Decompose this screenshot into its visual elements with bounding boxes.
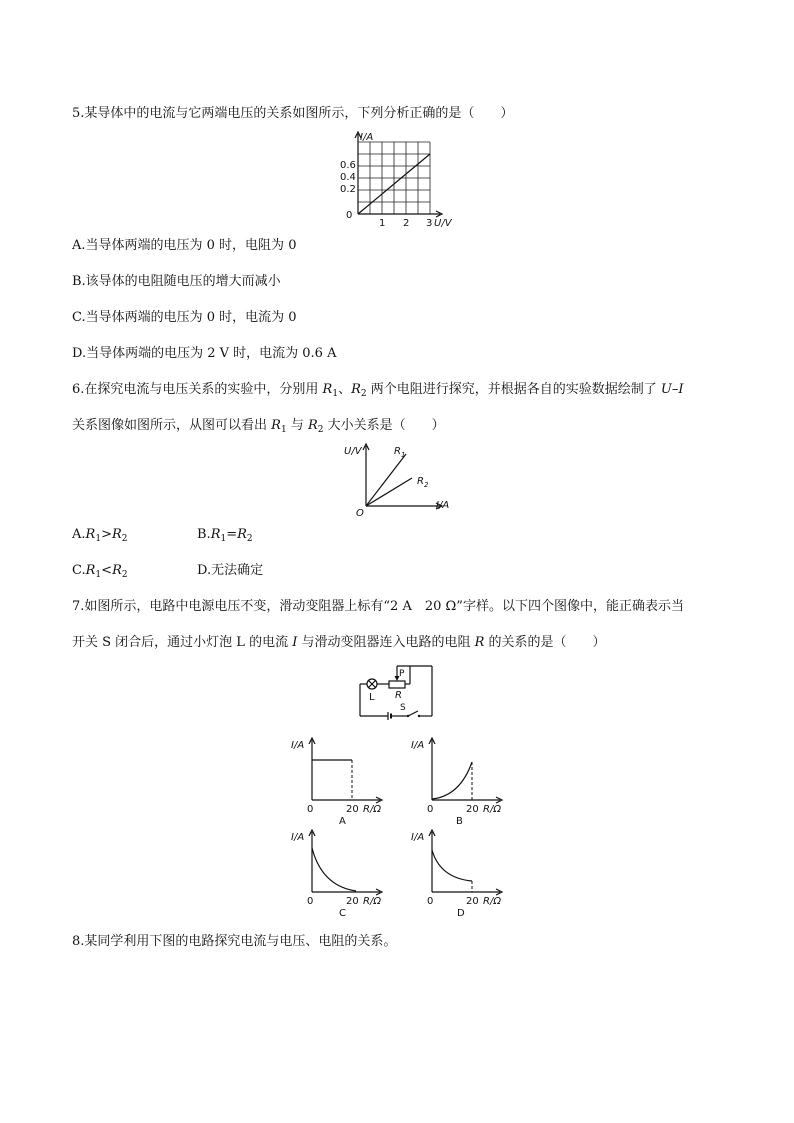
- q5-option-a: A.当导体两端的电压为 0 时，电阻为 0: [72, 238, 297, 253]
- q7-graph-d: [410, 826, 530, 922]
- q6-option-a: $A.R_1>R_2$: [72, 527, 128, 544]
- q7-stem-line1: 7.如图所示，电路中电源电压不变，滑动变阻器上标有“2 A 20 Ω”字样。以下四个图像中，能正确表示当: [72, 599, 684, 614]
- switch-icon: [407, 711, 420, 717]
- q5-grid: [358, 142, 430, 214]
- graph-c-curve: [312, 848, 356, 891]
- q8-stem: 8.某同学利用下图的电路探究电流与电压、电阻的关系。: [72, 934, 397, 949]
- svg-text:R/Ω: R/Ω: [483, 804, 501, 815]
- q5-ytick-2: 0.4: [340, 172, 356, 183]
- slider-label: P: [399, 669, 405, 679]
- q6-ylabel: U/V: [344, 446, 362, 457]
- q5-option-b: B.该导体的电阻随电压的增大而减小: [72, 274, 281, 289]
- q6-line-r2: [366, 478, 412, 506]
- svg-text:0: 0: [427, 804, 434, 815]
- q5-xtick-1: 1: [379, 218, 386, 229]
- svg-text:0: 0: [307, 804, 314, 815]
- q5-option-c: C.当导体两端的电压为 0 时，电流为 0: [72, 310, 297, 325]
- svg-text:R/Ω: R/Ω: [483, 896, 501, 907]
- svg-text:20: 20: [466, 804, 479, 815]
- q6-label-r1: $R_1$: [394, 446, 406, 459]
- svg-text:I/A: I/A: [291, 832, 305, 843]
- q7-circuit-diagram: [352, 662, 442, 724]
- switch-label: S: [400, 703, 406, 713]
- rheostat-label: R: [395, 690, 402, 701]
- q5-stem: 5.某导体中的电流与它两端电压的关系如图所示，下列分析正确的是（ ）: [72, 106, 514, 121]
- q6-option-b: $B.R_1=R_2$: [197, 527, 253, 544]
- graph-b-curve: [432, 762, 472, 799]
- svg-text:0: 0: [307, 896, 314, 907]
- q6-line-r1: [366, 454, 406, 506]
- q6-option-c: $C.R_1<R_2$: [72, 563, 128, 580]
- q5-option-d: D.当导体两端的电压为 2 V 时，电流为 0.6 A: [72, 346, 337, 361]
- q5-xtick-2: 2: [403, 218, 410, 229]
- q6-origin: O: [356, 508, 364, 519]
- q6-ui-graph: [340, 440, 460, 520]
- q6-stem-line1: 6.在探究电流与电压关系的实验中，分别用 $R_1$、$R_2$ 两个电阻进行探究，并根据各自的实验数据绘制了 U–I: [72, 382, 684, 399]
- lamp-label: L: [369, 692, 375, 703]
- lamp-icon: [367, 679, 377, 689]
- q5-ytick-3: 0.6: [340, 160, 356, 171]
- q5-ylabel: I/A: [360, 132, 374, 143]
- svg-text:R/Ω: R/Ω: [363, 804, 381, 815]
- svg-text:I/A: I/A: [411, 832, 425, 843]
- q5-xlabel: U/V: [434, 218, 452, 229]
- rheostat-icon: [389, 681, 405, 688]
- q6-xlabel: I/A: [436, 500, 450, 511]
- svg-text:R/Ω: R/Ω: [363, 896, 381, 907]
- q6-stem-line2: 关系图像如图所示，从图可以看出 $R_1$ 与 $R_2$ 大小关系是（ ）: [72, 418, 445, 435]
- svg-text:I/A: I/A: [411, 740, 425, 751]
- q6-label-r2: $R_2$: [417, 476, 429, 489]
- svg-text:I/A: I/A: [291, 740, 305, 751]
- battery-icon: [388, 712, 391, 720]
- graph-a-label: A: [339, 816, 346, 827]
- q5-xtick-3: 3: [426, 218, 433, 229]
- svg-text:20: 20: [466, 896, 479, 907]
- q5-iu-graph: [330, 130, 460, 230]
- svg-text:20: 20: [346, 804, 359, 815]
- graph-d-curve: [432, 850, 472, 881]
- graph-b-label: B: [456, 816, 463, 827]
- q5-origin: 0: [346, 210, 353, 221]
- q6-option-d: D.无法确定: [197, 563, 264, 578]
- q7-graph-c: [290, 826, 410, 922]
- q7-graph-b: [410, 734, 530, 830]
- q5-ytick-1: 0.2: [340, 184, 356, 195]
- svg-text:0: 0: [427, 896, 434, 907]
- q7-graph-a: [290, 734, 410, 830]
- q7-stem-line2: 开关 S 闭合后，通过小灯泡 L 的电流 I 与滑动变阻器连入电路的电阻 R 的关系的是（ ）: [72, 635, 606, 650]
- svg-text:20: 20: [346, 896, 359, 907]
- graph-c-label: C: [339, 908, 346, 919]
- graph-d-label: D: [457, 908, 465, 919]
